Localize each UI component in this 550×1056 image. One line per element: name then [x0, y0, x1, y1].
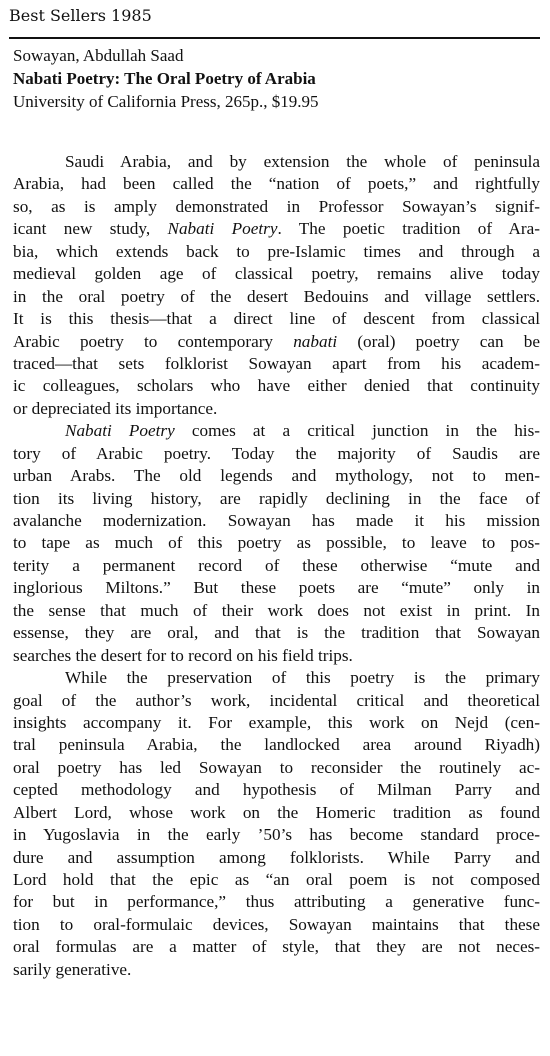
- citation-author: Sowayan, Abdullah Saad: [13, 46, 184, 65]
- text-line: oral poetry has led Sowayan to reconsider the routinely ac-: [13, 757, 540, 777]
- italic-title: nabati: [293, 331, 338, 351]
- citation-title: Nabati Poetry: The Oral Poetry of Arabia: [13, 69, 316, 88]
- text-line: inglorious Miltons.” But these poets are “mute” only in: [13, 578, 540, 598]
- header-rule: [9, 37, 540, 39]
- text-line: It is this thesis—that a direct line of descent from classical: [13, 309, 540, 329]
- text-line: dure and assumption among folklorists. While Parry and: [13, 847, 540, 867]
- review-paragraph: [13, 420, 540, 667]
- text-line: in the oral poetry of the desert Bedouins and village settlers.: [13, 286, 540, 306]
- text-line: tral peninsula Arabia, the landlocked area around Riyadh): [13, 735, 540, 755]
- text-line: searches the desert for to record on his field trips.: [13, 645, 353, 665]
- text-line: Albert Lord, whose work on the Homeric tradition as found: [13, 802, 540, 822]
- text-line: essense, they are oral, and that is the tradition that Sowayan: [13, 623, 540, 643]
- citation-publisher: University of California Press, 265p., $19.95: [13, 92, 319, 111]
- text-line: cepted methodology and hypothesis of Milman Parry and: [13, 780, 540, 800]
- text-line: Arabia, had been called the “nation of poets,” and rightfully: [13, 174, 540, 194]
- text-line: goal of the author’s work, incidental critical and theoretical: [13, 690, 540, 710]
- text-line: ic colleagues, scholars who have either denied that continuity: [13, 376, 540, 396]
- text-line: or depreciated its importance.: [13, 398, 218, 418]
- text-line: While the preservation of this poetry is the primary: [65, 668, 540, 688]
- book-citation: [13, 44, 538, 113]
- review-paragraph: [13, 667, 540, 981]
- italic-title: Nabati Poetry: [65, 421, 175, 441]
- text-line: tion its living history, are rapidly declining in the face of: [13, 488, 540, 508]
- text-line: Arabic poetry to contemporary nabati (oral) poetry can be: [13, 331, 540, 351]
- text-line: in Yugoslavia in the early ’50’s has become standard proce-: [13, 825, 540, 845]
- text-line: tion to oral-formulaic devices, Sowayan maintains that these: [13, 914, 540, 934]
- text-line: urban Arabs. The old legends and mythology, not to men-: [13, 466, 540, 486]
- text-line: bia, which extends back to pre-Islamic times and through a: [13, 241, 540, 261]
- text-line: terity a permanent record of these otherwise “mute and: [13, 555, 540, 575]
- text-line: to tape as much of this poetry as possible, to leave to pos-: [13, 533, 540, 553]
- text-line: insights accompany it. For example, this work on Nejd (cen-: [13, 712, 540, 732]
- text-line: oral formulas are a matter of style, that they are not neces-: [13, 937, 540, 957]
- italic-title: Nabati Poetry: [167, 219, 278, 239]
- text-line: the sense that much of their work does not exist in print. In: [13, 600, 540, 620]
- text-line: Lord hold that the epic as “an oral poem is not composed: [13, 870, 540, 889]
- text-line: tory of Arabic poetry. Today the majority of Saudis are: [13, 443, 540, 463]
- text-line: sarily generative.: [13, 959, 132, 979]
- running-head: Best Sellers 1985: [9, 6, 152, 25]
- text-line: Saudi Arabia, and by extension the whole of peninsula: [65, 152, 540, 171]
- text-line: for but in performance,” thus attributing a generative func-: [13, 892, 540, 912]
- text-line: avalanche modernization. Sowayan has made it his mission: [13, 511, 540, 530]
- text-line: Nabati Poetry comes at a critical junction in the his-: [65, 421, 540, 441]
- text-line: traced—that sets folklorist Sowayan apart from his academ-: [13, 353, 540, 373]
- review-paragraph: [13, 151, 540, 420]
- review-body: [13, 151, 540, 981]
- text-line: medieval golden age of classical poetry, remains alive today: [13, 264, 540, 284]
- text-line: so, as is amply demonstrated in Professor Sowayan’s signif-: [13, 196, 540, 216]
- text-line: icant new study, Nabati Poetry. The poetic tradition of Ara-: [13, 219, 540, 239]
